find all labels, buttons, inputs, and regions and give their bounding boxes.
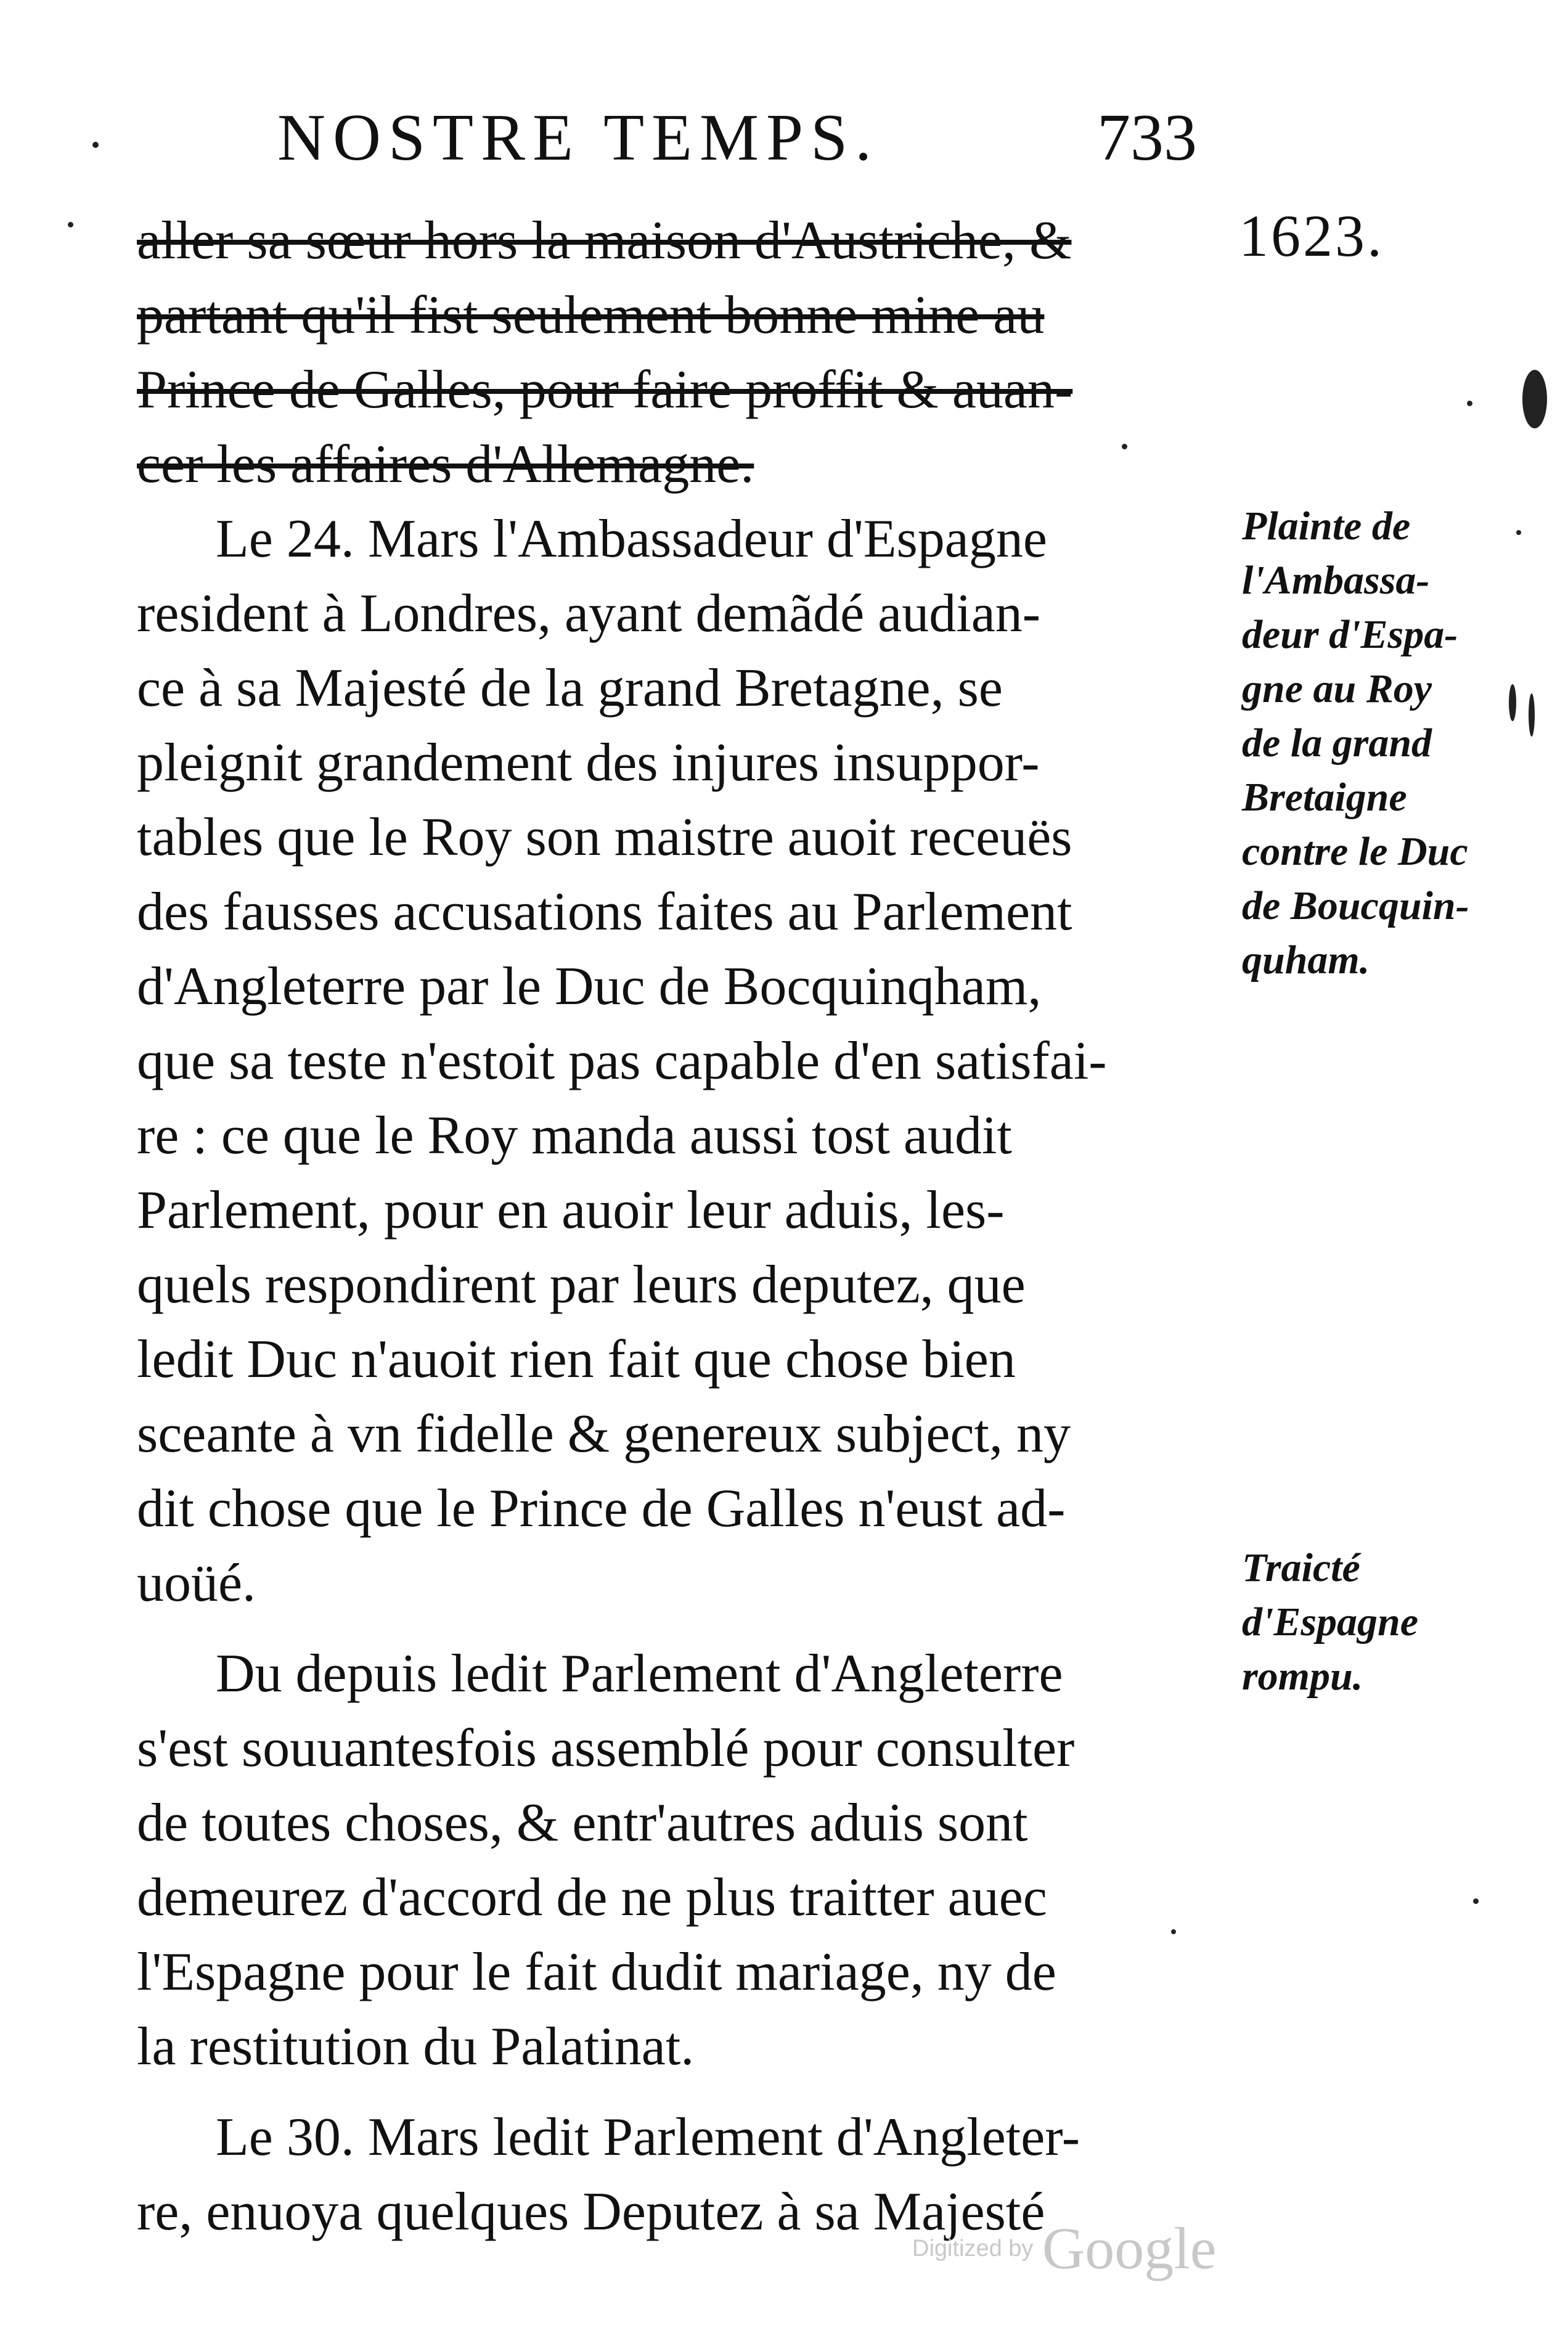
paragraph-line: sceante à vn fidelle & genereux subject, ny: [137, 1404, 1071, 1464]
marginal-note-line: deur d'Espa-: [1242, 612, 1458, 657]
paragraph-line: l'Espagne pour le fait dudit mariage, ny de: [137, 1942, 1056, 2002]
marginal-note-line: de la grand: [1242, 721, 1432, 766]
struck-line: aller sa sœur hors la maison d'Austriche, &: [137, 211, 1072, 271]
scan-speck: [1467, 401, 1472, 406]
paragraph-line: resident à Londres, ayant demãdé audian-: [137, 584, 1041, 643]
marginal-note-line: l'Ambassa-: [1242, 558, 1430, 603]
marginal-note-line: gne au Roy: [1242, 666, 1432, 711]
marginal-note-line: de Boucquin-: [1242, 883, 1469, 928]
struck-line: cer les affaires d'Allemagne.: [137, 435, 754, 494]
page-number: 733: [1097, 101, 1197, 174]
scan-speck: [92, 142, 99, 148]
paragraph-line: que sa teste n'estoit pas capable d'en satisfai-: [137, 1031, 1107, 1091]
paragraph-line: Le 30. Mars ledit Parlement d'Angleter-: [216, 2107, 1080, 2167]
paragraph-line: des fausses accusations faites au Parlement: [137, 882, 1072, 942]
margin-year: 1623.: [1239, 203, 1384, 269]
paragraph-line: demeurez d'accord de ne plus traitter auec: [137, 1868, 1047, 1927]
marginal-note-line: d'Espagne: [1242, 1599, 1419, 1644]
paragraph-line: pleignit grandement des injures insuppor-: [137, 733, 1040, 793]
scan-speck: [1516, 530, 1521, 535]
paragraph-line: re : ce que le Roy manda aussi tost audit: [137, 1106, 1012, 1166]
scan-speck: [68, 222, 73, 227]
paragraph-line: quels respondirent par leurs deputez, que: [137, 1255, 1026, 1315]
paragraph-line: re, enuoya quelques Deputez à sa Majesté: [137, 2182, 1045, 2242]
paragraph-line: la restitution du Palatinat.: [137, 2017, 695, 2077]
struck-line: Prince de Galles, pour faire proffit & auan-: [137, 360, 1073, 420]
google-logo: Google: [1042, 2215, 1217, 2281]
marginal-note-line: Traicté: [1242, 1545, 1360, 1590]
paragraph-line: ledit Duc n'auoit rien fait que chose bien: [137, 1330, 1016, 1389]
marginal-note-line: quham.: [1242, 938, 1370, 983]
marginal-note-line: contre le Duc: [1242, 829, 1468, 874]
marginal-note-line: rompu.: [1242, 1654, 1363, 1699]
marginal-note-line: Plainte de: [1242, 504, 1411, 549]
marginal-note-line: Bretaigne: [1242, 775, 1407, 820]
paragraph-line: d'Angleterre par le Duc de Bocquinqham,: [137, 957, 1042, 1016]
paragraph-line: Du depuis ledit Parlement d'Angleterre: [216, 1644, 1063, 1704]
struck-line: partant qu'il fist seulement bonne mine au: [137, 285, 1045, 345]
paragraph-line: Le 24. Mars l'Ambassadeur d'Espagne: [216, 509, 1047, 569]
marginal-note: [1242, 1541, 1501, 1704]
paragraph-line: uoüé.: [137, 1553, 256, 1613]
scan-speck: [1522, 370, 1547, 428]
digitized-by-watermark: [912, 2215, 1217, 2281]
running-head: NOSTRE TEMPS.: [277, 101, 880, 174]
paragraph-line: de toutes choses, & entr'autres aduis sont: [137, 1793, 1028, 1853]
scan-speck: [1473, 1898, 1479, 1904]
scan-speck: [1171, 1929, 1176, 1934]
paragraph-line: Parlement, pour en auoir leur aduis, les-: [137, 1180, 1005, 1240]
paragraph-line: tables que le Roy son maistre auoit receuës: [137, 807, 1072, 867]
watermark-prefix: Digitized by: [912, 2236, 1034, 2261]
paragraph-line: dit chose que le Prince de Galles n'eust ad-: [137, 1479, 1066, 1538]
scan-speck: [1529, 693, 1535, 737]
main-text-block: [137, 203, 1246, 2249]
scan-speck: [1122, 444, 1127, 449]
page-header: [277, 101, 1264, 203]
marginal-note: [1242, 499, 1501, 987]
paragraph-line: ce à sa Majesté de la grand Bretagne, se: [137, 658, 1003, 718]
paragraph-line: s'est souuantesfois assemblé pour consulter: [137, 1718, 1075, 1778]
scan-speck: [1509, 684, 1516, 721]
